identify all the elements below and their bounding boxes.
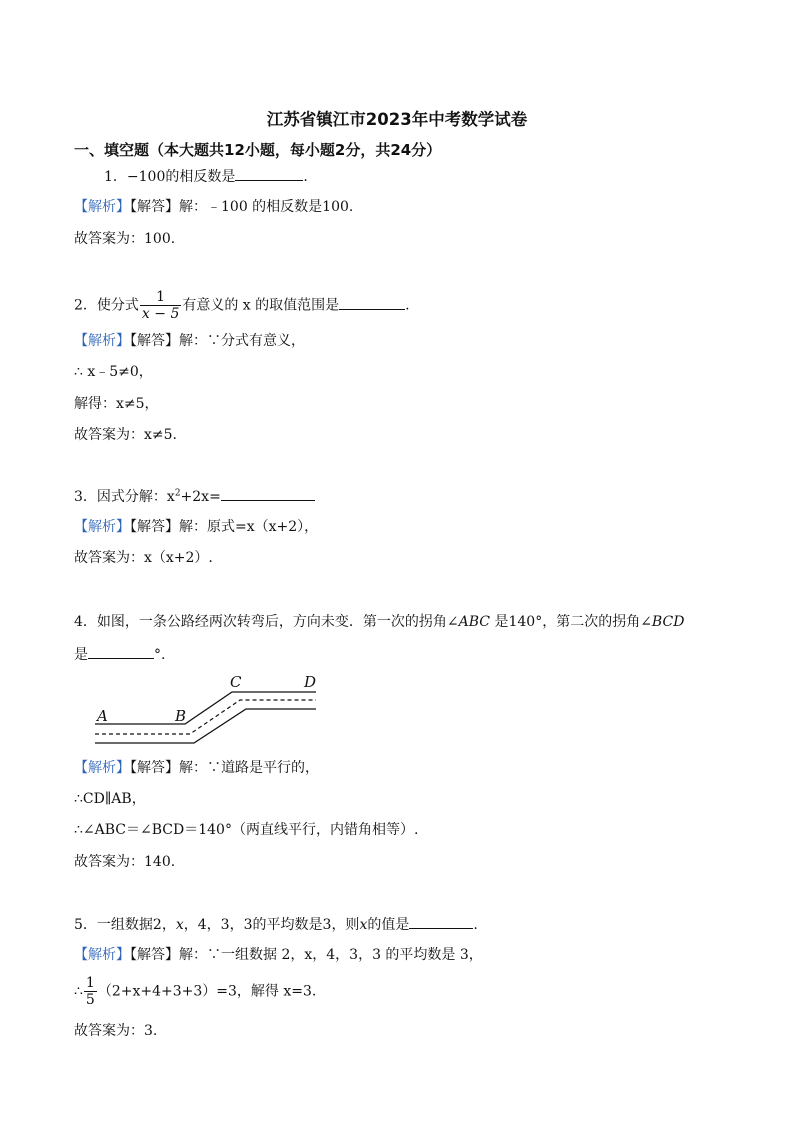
question-4: [74, 613, 684, 631]
q2-sol-line-2: ∴ x﹣5≠0，: [74, 364, 153, 380]
q1-prefix: 1．: [104, 169, 127, 185]
analysis-tag: 【解析】: [74, 760, 130, 776]
analysis-tag: 【解析】: [74, 333, 130, 349]
section-heading: 一、填空题（本大题共12小题，每小题2分，共24分）: [74, 141, 442, 159]
q4-stem-b: 是: [490, 614, 509, 630]
q5-average: 3: [322, 917, 332, 933]
question-1: [104, 167, 308, 186]
q5-frac-den: 5: [85, 992, 95, 1008]
question-2: [74, 289, 410, 322]
q5-therefore: ∴: [74, 983, 83, 1000]
road-center-dashed: [95, 700, 316, 734]
answer-blank: [221, 487, 315, 501]
q3-sol-line: 解：原式=x（x+2），: [179, 519, 319, 535]
q4-angle-abc: ∠ABC: [446, 614, 491, 630]
label-a: A: [97, 707, 108, 725]
answer-tag: 【解答】: [130, 519, 179, 535]
q4-sol-line-2: ∴CD∥AB，: [74, 791, 146, 807]
q5-data-4: 3: [220, 917, 230, 933]
q4-solution: [74, 759, 319, 777]
q2-stem: 有意义的 x 的取值范围是: [182, 297, 340, 314]
q5-final: 故答案为：3.: [74, 1023, 158, 1039]
road-edge-top: [95, 692, 316, 724]
road-figure: [80, 668, 330, 752]
q4-final: 故答案为：140.: [74, 854, 176, 870]
q1-sol-line: 解：﹣100 的相反数是100.: [179, 199, 354, 215]
q3-stem-rest: +2x=: [180, 489, 221, 505]
question-3: [74, 487, 315, 506]
question-4-cont: [74, 645, 165, 664]
q2-fraction: [140, 289, 181, 322]
q2-sol-line-3: 解得：x≠5，: [74, 396, 159, 412]
q2-final: 故答案为：x≠5.: [74, 427, 177, 443]
page-title: 江苏省镇江市2023年中考数学试卷: [266, 110, 528, 129]
q3-exponent: 2: [174, 488, 181, 499]
q5-stem-b: 的平均数是: [252, 917, 323, 933]
q4-sol-line-3: ∴∠ABC＝∠BCD＝140°（两直线平行，内错角相等）.: [74, 822, 419, 838]
q5-data-3: 4: [197, 917, 207, 933]
q5-data-1: 2: [152, 917, 162, 933]
q5-data-x: x: [175, 917, 184, 933]
q5-stem-c: ，则: [331, 917, 360, 933]
q4-angle-bcd: ∠BCD: [640, 614, 685, 630]
q1-final: 故答案为：100.: [74, 231, 176, 247]
q5-stem-d: 的值是: [367, 917, 410, 933]
q5-solution: [74, 946, 483, 964]
analysis-tag: 【解析】: [74, 199, 130, 215]
label-b: B: [175, 707, 187, 725]
label-d: D: [304, 673, 317, 691]
q4-stem-c: ，第二次的拐角: [542, 614, 641, 630]
q2-solution: [74, 332, 305, 350]
q4-stem-e: °.: [154, 647, 166, 663]
q5-sol-equation: （2+x+4+3+3）=3，解得 x=3.: [97, 983, 317, 1000]
q5-frac-num: 1: [85, 975, 95, 991]
q4-sol-line-1: 解：∵道路是平行的，: [179, 760, 319, 776]
q3-solution: [74, 518, 318, 536]
q4-value-140: 140°: [508, 614, 543, 630]
q3-stem: 3．因式分解：x: [74, 489, 175, 505]
q2-frac-num: 1: [140, 289, 181, 306]
answer-blank: [88, 645, 154, 659]
answer-blank: [235, 167, 303, 181]
q5-fraction: [84, 975, 97, 1008]
road-edge-bottom: [95, 709, 316, 743]
answer-blank: [409, 915, 473, 929]
answer-tag: 【解答】: [130, 199, 179, 215]
label-c: C: [230, 673, 242, 691]
q5-variable: x: [359, 917, 368, 933]
answer-tag: 【解答】: [130, 760, 179, 776]
answer-tag: 【解答】: [130, 947, 179, 963]
answer-tag: 【解答】: [130, 333, 179, 349]
q2-prefix: 2．使分式: [74, 297, 139, 314]
q5-data-5: 3: [243, 917, 253, 933]
q4-stem-d: 是: [74, 647, 88, 663]
q5-sol-line-2: [74, 975, 316, 1008]
q5-stem-a: 5．一组数据: [74, 917, 153, 933]
q5-sol-line-1: 解：∵一组数据 2，x，4，3，3 的平均数是 3，: [179, 947, 483, 963]
q2-frac-den: x − 5: [141, 306, 180, 322]
analysis-tag: 【解析】: [74, 947, 130, 963]
answer-blank: [339, 296, 405, 310]
q4-stem-a: 4．如图，一条公路经两次转弯后，方向未变．第一次的拐角: [74, 614, 447, 630]
question-5: 5．一组数据2，x，4，3，3的平均数是3，则x的值是 .: [74, 917, 478, 933]
q1-solution: [74, 198, 353, 216]
q1-stem: −100的相反数是: [126, 169, 236, 185]
q1-end: .: [303, 169, 308, 185]
q3-final: 故答案为：x（x+2）.: [74, 550, 213, 566]
q2-end: .: [405, 297, 410, 314]
analysis-tag: 【解析】: [74, 519, 130, 535]
q5-end: .: [473, 917, 478, 933]
q2-sol-line-1: 解：∵分式有意义，: [179, 333, 305, 349]
